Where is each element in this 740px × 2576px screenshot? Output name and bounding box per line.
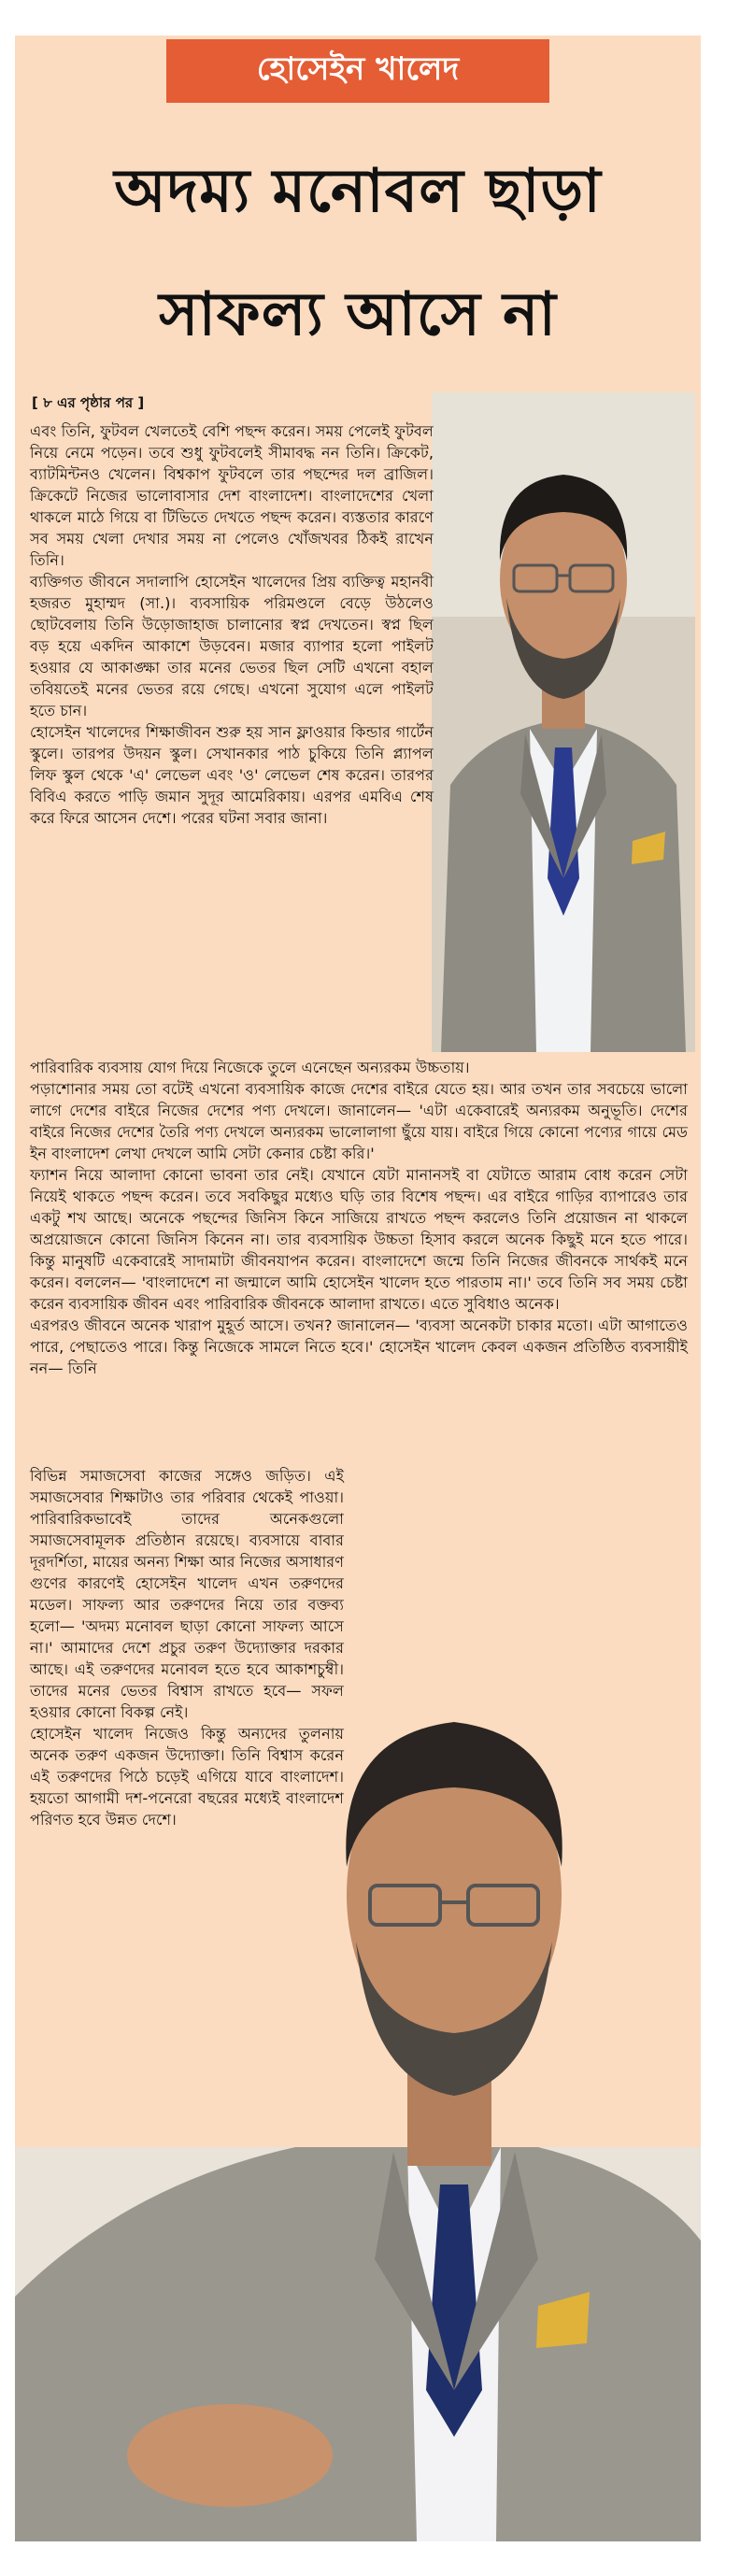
portrait-photo-1: [432, 392, 695, 1052]
article-page: [15, 36, 701, 2541]
paragraph: ফ্যাশন নিয়ে আলাদা কোনো ভাবনা তার নেই। যেখানে যেটা মানানসই বা যেটাতে আরাম বোধ করেন সেটা নিয়েই থাকতে পছন্দ করেন। তবে সবকিছুর মধ্যেও ঘড়ি তার বিশেষ পছন্দ। এর বাইরে গাড়ির ব্যাপারেও তার একটু শখ আছে। অনেকে পছন্দের জিনিস কিনে সাজিয়ে রাখতে পছন্দ করলেও তিনি প্রয়োজন না থাকলে অপ্রয়োজনে কোনো জিনিস কিনেন না। তার ব্যবসায়িক উচ্চতা হিসাব করলে অনেক কিছুই মনে হতে পারে। কিন্তু মানুষটি একেবারেই সাদামাটা জীবনযাপন করেন। বাংলাদেশে জন্মে তিনি নিজের জীবনকে সার্থকই মনে করেন। বললেন— 'বাংলাদেশে না জন্মালে আমি হোসেইন খালেদ হতে পারতাম না।' তবে তিনি সব সময় চেষ্টা করেন ব্যবসায়িক জীবন এবং পারিবারিক জীবনকে আলাদা রাখতে। এতে সুবিধাও অনেক।: [30, 1166, 688, 1313]
body-column-narrow: [30, 420, 434, 829]
paragraph: পারিবারিক ব্যবসায় যোগ দিয়ে নিজেকে তুলে এনেছেন অন্যরকম উচ্চতায়।: [30, 1059, 470, 1076]
paragraph: ব্যক্তিগত জীবনে সদালাপি হোসেইন খালেদের প্রিয় ব্যক্তিত্ব মহানবী হজরত মুহাম্মদ (সা.)। ব্যবসায়িক পরিমণ্ডলে বেড়ে উঠলেও ছোটবেলায় তিনি উড়োজাহাজ চালানোর স্বপ্ন দেখতেন। স্বপ্ন ছিল বড় হয়ে একদিন আকাশে উড়বেন। মজার ব্যাপার হলো পাইলট হওয়ার যে আকাঙ্ক্ষা তার মনের ভেতর ছিল সেটি এখনো বহাল তবিয়তেই মনের ভেতর রয়ে গেছে। এখনো সুযোগ এলে পাইলট হতে চান।: [30, 573, 434, 719]
headline-line-1: অদম্য মনোবল ছাড়া: [114, 157, 602, 226]
paragraph: হোসেইন খালেদ নিজেও কিন্তু অন্যদের তুলনায় অনেক তরুণ একজন উদ্যোক্তা। তিনি বিশ্বাস করেন এই তরুণদের পিঠে চড়েই এগিয়ে যাবে বাংলাদেশ। হয়তো আগামী দশ-পনেরো বছরের মধ্যেই বাংলাদেশ পরিণত হবে উন্নত দেশে।: [30, 1725, 344, 1829]
paragraph: বিভিন্ন সমাজসেবা কাজের সঙ্গেও জড়িত। এই সমাজসেবার শিক্ষাটাও তার পরিবার থেকেই পাওয়া। পারিবারিকভাবেই তাদের অনেকগুলো সমাজসেবামূলক প্রতিষ্ঠান রয়েছে। ব্যবসায়ে বাবার দূরদর্শিতা, মায়ের অনন্য শিক্ষা আর নিজের অসাধারণ গুণের কারণেই হোসেইন খালেদ এখন তরুণদের মডেল। সাফল্য আর তরুণদের নিয়ে তার বক্তব্য হলো— 'অদম্য মনোবল ছাড়া কোনো সাফল্য আসে না।' আমাদের দেশে প্রচুর তরুণ উদ্যোক্তার দরকার আছে। এই তরুণদের মনোবল হতে হবে আকাশচুম্বী। তাদের মনের ভেতর বিশ্বাস রাখতে হবে— সফল হওয়ার কোনো বিকল্প নেই।: [30, 1467, 344, 1721]
paragraph: এবং তিনি, ফুটবল খেলতেই বেশি পছন্দ করেন। সময় পেলেই ফুটবল নিয়ে নেমে পড়েন। তবে শুধু ফুটবলেই সীমাবদ্ধ নন তিনি। ক্রিকেট, ব্যাটমিন্টনও খেলেন। বিশ্বকাপ ফুটবলে তার পছন্দের দল ব্রাজিল। ক্রিকেটে নিজের ভালোবাসার দেশ বাংলাদেশ। বাংলাদেশের খেলা থাকলে মাঠে গিয়ে বা টিভিতে দেখতে পছন্দ করেন। ব্যস্ততার কারণে সব সময় খেলা দেখার সময় না পেলেও খোঁজখবর ঠিকই রাখেন তিনি।: [30, 422, 434, 569]
headline-line-2: সাফল্য আসে না: [159, 280, 557, 349]
portrait-1-illustration: [432, 392, 695, 1052]
paragraph: পড়াশোনার সময় তো বটেই এখনো ব্যবসায়িক কাজে দেশের বাইরে যেতে হয়। আর তখন তার সবচেয়ে ভালো লাগে দেশের বাইরে নিজের দেশের পণ্য দেখলে। জানালেন— 'এটা একেবারেই অন্যরকম অনুভূতি। দেশের বাইরে নিজের দেশের তৈরি পণ্য দেখলে অন্যরকম ভালোলাগা ছুঁয়ে যায়। বাইরে গিয়ে কোনো পণ্যের গায়ে মেড ইন বাংলাদেশ লেখা দেখলে আমি সেটা কেনার চেষ্টা করি।': [30, 1080, 688, 1162]
body-column-narrow-2: [30, 1465, 344, 1830]
paragraph: এরপরও জীবনে অনেক খারাপ মুহূর্ত আসে। তখন? জানালেন— 'ব্যবসা অনেকটা চাকার মতো। এটা আগাতেও পারে, পেছাতেও পারে। কিন্তু নিজেকে সামলে নিতে হবে।' হোসেইন খালেদ কেবল একজন প্রতিষ্ঠিত ব্যবসায়ীই নন— তিনি: [30, 1316, 688, 1377]
body-column-full: [30, 1057, 688, 1379]
continued-from-label: [ ৮ এর পৃষ্ঠার পর ]: [32, 394, 145, 411]
author-byline: হোসেইন খালেদ: [166, 39, 549, 103]
paragraph: হোসেইন খালেদের শিক্ষাজীবন শুরু হয় সান ফ্লাওয়ার কিন্ডার গার্টেন স্কুলে। তারপর উদয়ন স্কুল। সেখানকার পাঠ চুকিয়ে তিনি প্ল্যাপল লিফ স্কুল থেকে 'এ' লেভেল এবং 'ও' লেভেল শেষ করেন। তারপর বিবিএ করতে পাড়ি জমান সুদূর আমেরিকায়। এরপর এমবিএ শেষ করে ফিরে আসেন দেশে। পরের ঘটনা সবার জানা।: [30, 723, 434, 827]
